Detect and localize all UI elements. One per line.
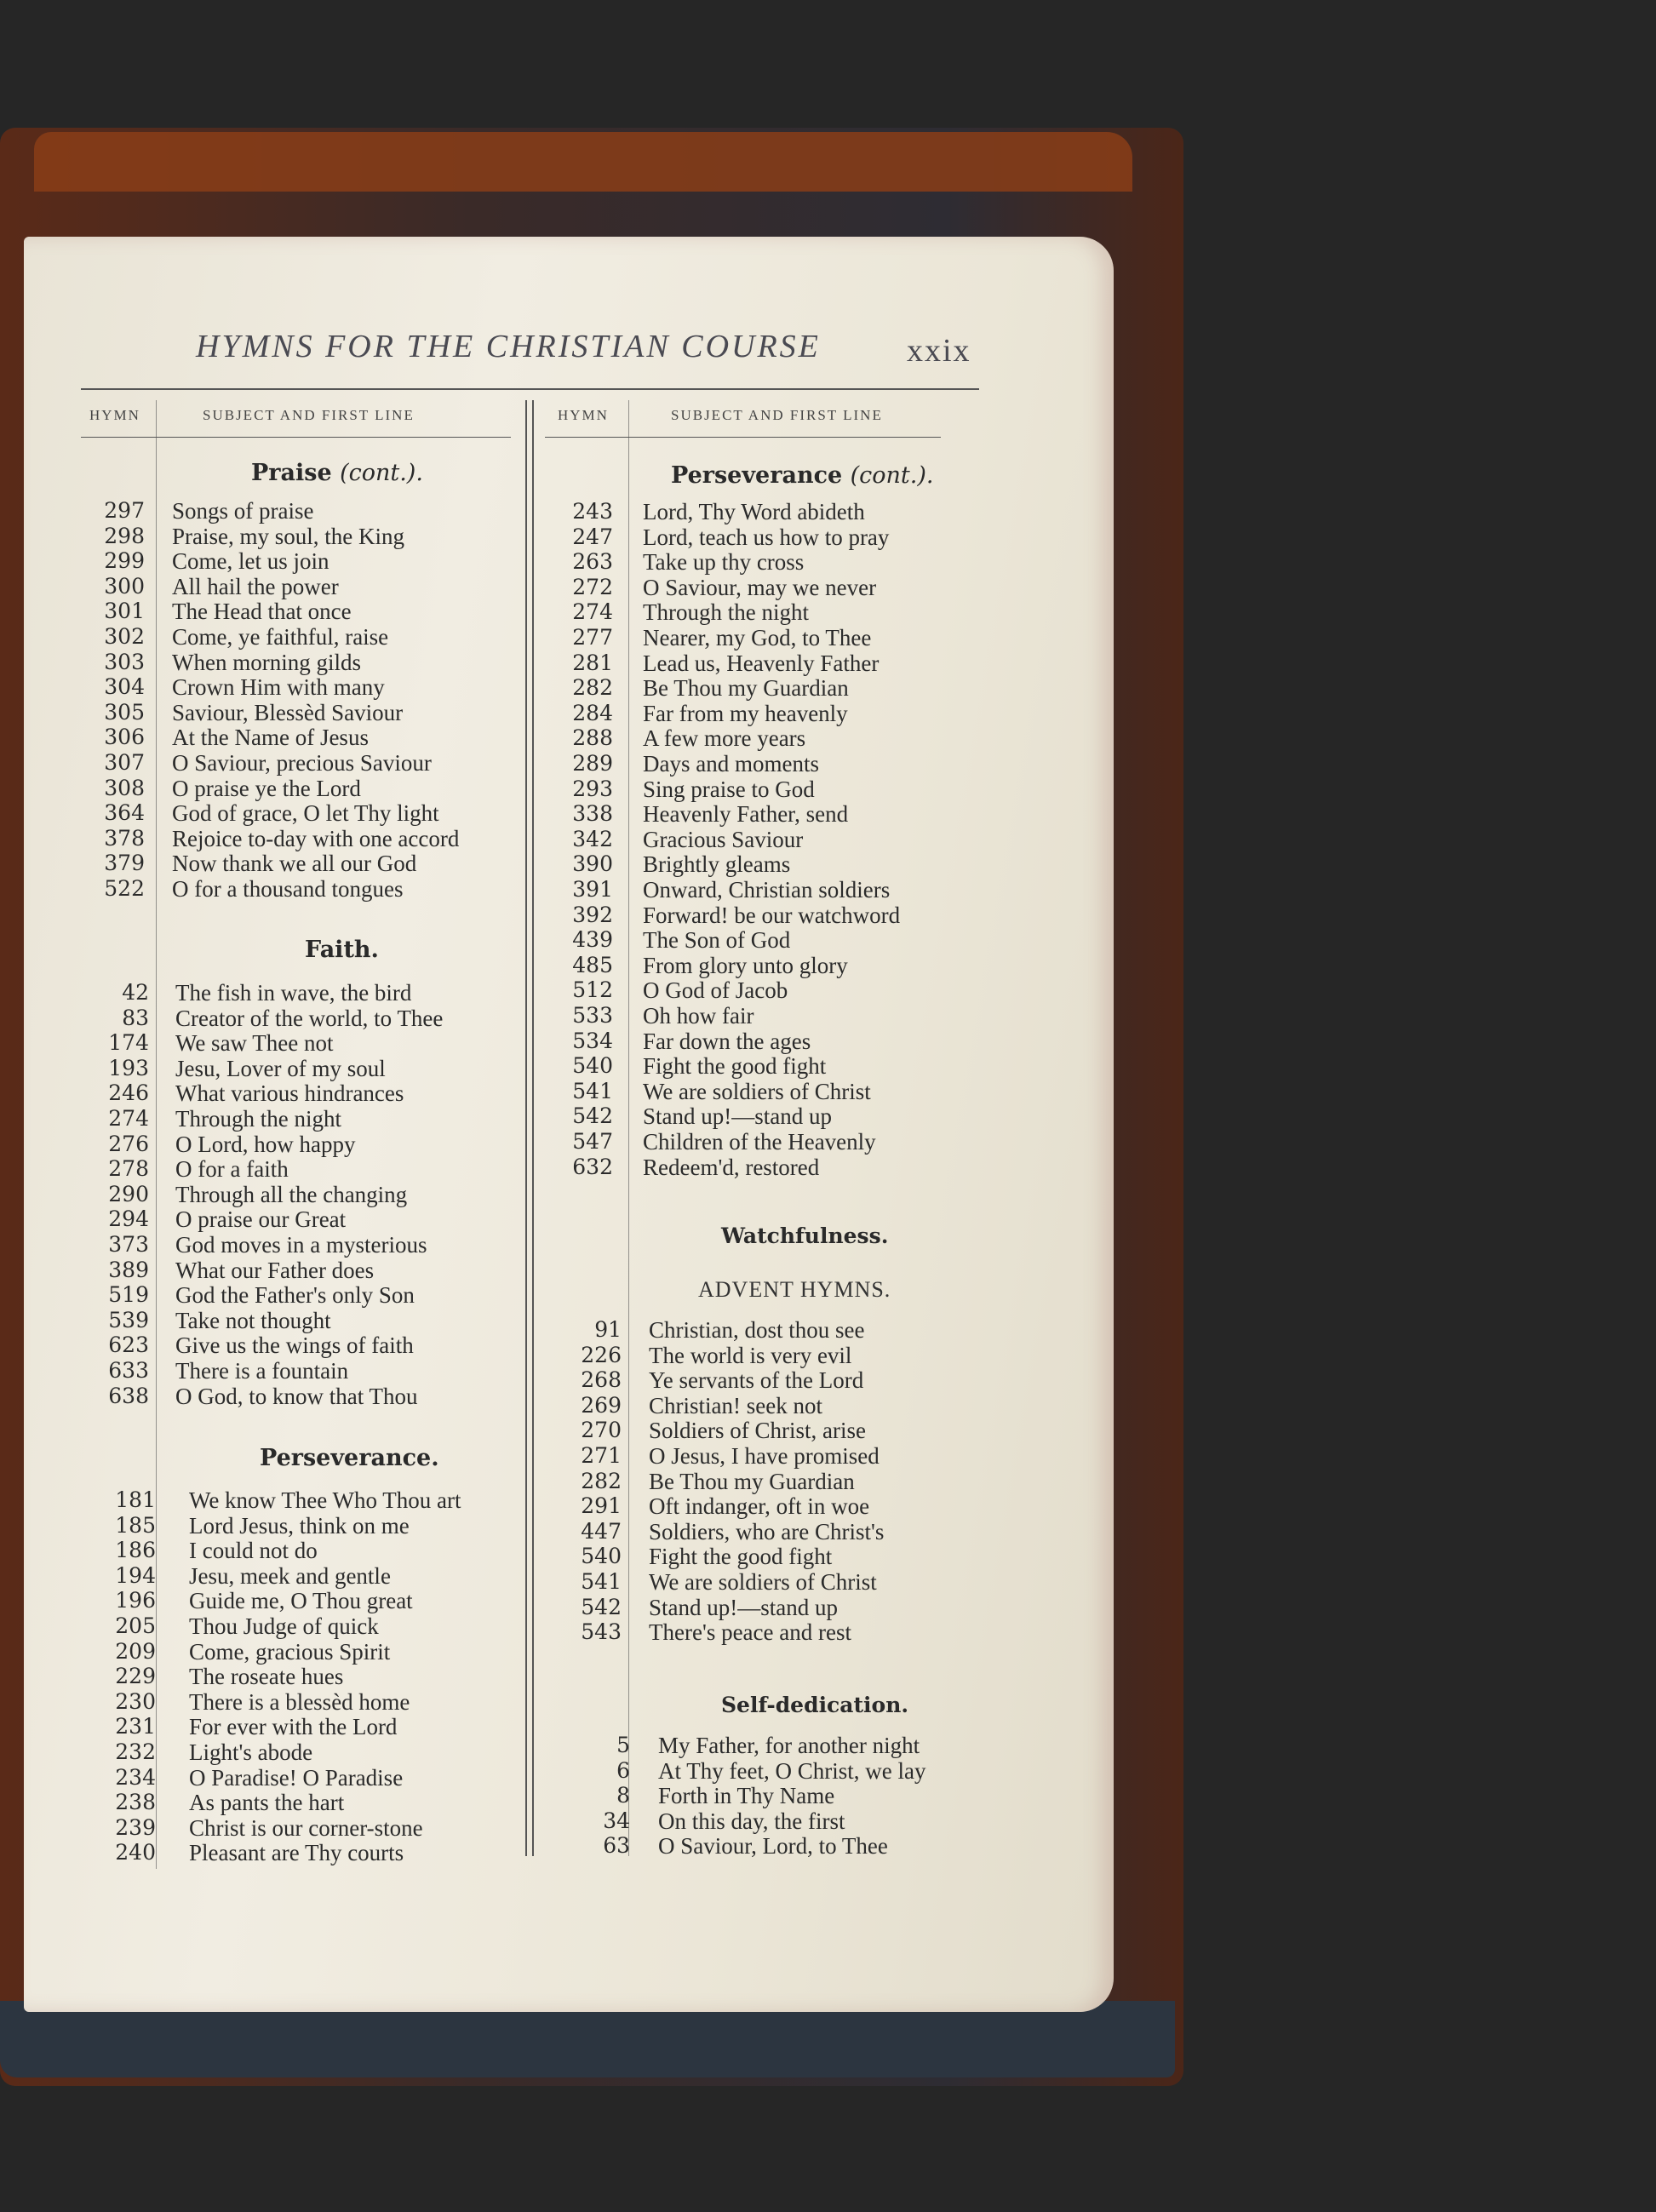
hymn-number: 542 bbox=[581, 1595, 622, 1619]
hymn-first-line: There's peace and rest bbox=[649, 1619, 851, 1645]
hymn-number: 541 bbox=[581, 1569, 622, 1594]
hymn-number: 243 bbox=[572, 499, 613, 524]
hymn-number: 299 bbox=[104, 548, 145, 573]
hymn-number: 274 bbox=[108, 1106, 149, 1131]
hymn-first-line: Lead us, Heavenly Father bbox=[643, 650, 880, 676]
hymn-number: 209 bbox=[115, 1639, 156, 1664]
hymn-first-line: Jesu, Lover of my soul bbox=[175, 1056, 386, 1081]
hymn-first-line: Fight the good fight bbox=[649, 1544, 833, 1569]
hymn-number: 534 bbox=[572, 1029, 613, 1053]
hymn-number: 196 bbox=[115, 1588, 156, 1613]
header-rule bbox=[81, 388, 979, 390]
hymn-first-line: Christ is our corner-stone bbox=[189, 1815, 423, 1841]
hymn-number: 533 bbox=[572, 1003, 613, 1028]
hymn-number: 185 bbox=[115, 1513, 156, 1538]
hymn-first-line: Now thank we all our God bbox=[172, 851, 417, 876]
section-perseverance-cont-title: Perseverance (cont.). bbox=[671, 462, 934, 489]
hymn-first-line: Come, let us join bbox=[172, 548, 329, 574]
hymn-first-line: O praise ye the Lord bbox=[172, 776, 361, 801]
hymn-first-line: Guide me, O Thou great bbox=[189, 1588, 413, 1613]
hymn-number: 391 bbox=[572, 877, 613, 902]
hymn-number: 439 bbox=[572, 927, 613, 952]
hymn-first-line: My Father, for another night bbox=[658, 1733, 920, 1758]
hymn-first-line: There is a blessèd home bbox=[189, 1689, 410, 1715]
hymn-first-line: For ever with the Lord bbox=[189, 1714, 398, 1739]
hymn-number: 272 bbox=[572, 575, 613, 599]
hymn-first-line: On this day, the first bbox=[658, 1808, 845, 1834]
hymn-first-line: O Saviour, Lord, to Thee bbox=[658, 1833, 888, 1859]
hymn-first-line: Pleasant are Thy courts bbox=[189, 1840, 404, 1865]
hymn-number: 305 bbox=[104, 700, 145, 725]
hymn-number: 263 bbox=[572, 549, 613, 574]
hymn-number: 63 bbox=[603, 1833, 630, 1858]
hymn-first-line: We saw Thee not bbox=[175, 1030, 334, 1056]
hymn-first-line: Crown Him with many bbox=[172, 674, 385, 700]
hymn-first-line: The roseate hues bbox=[189, 1664, 344, 1689]
hymn-first-line: From glory unto glory bbox=[643, 953, 848, 978]
hymn-first-line: Forward! be our watchword bbox=[643, 903, 901, 928]
hymn-first-line: Lord Jesus, think on me bbox=[189, 1513, 410, 1539]
section-praise-title: Praise (cont.). bbox=[251, 460, 423, 486]
hymn-number: 91 bbox=[594, 1317, 622, 1342]
hymn-number: 277 bbox=[572, 625, 613, 650]
hymn-number: 342 bbox=[572, 827, 613, 851]
cover-bottom-edge bbox=[0, 2001, 1175, 2077]
hymn-number: 540 bbox=[572, 1053, 613, 1078]
section-advent-subtitle: ADVENT HYMNS. bbox=[698, 1277, 891, 1302]
hymn-number: 270 bbox=[581, 1418, 622, 1442]
hymn-first-line: Fight the good fight bbox=[643, 1053, 827, 1079]
hymn-number: 293 bbox=[572, 776, 613, 801]
hymn-first-line: Give us the wings of faith bbox=[175, 1332, 414, 1358]
hymn-number: 447 bbox=[581, 1519, 622, 1544]
right-number-rule bbox=[628, 400, 629, 1856]
hymn-number: 174 bbox=[108, 1030, 149, 1055]
hymn-number: 379 bbox=[104, 851, 145, 875]
hymn-number: 297 bbox=[104, 498, 145, 523]
hymn-first-line: When morning gilds bbox=[172, 650, 361, 675]
page-number: xxix bbox=[907, 333, 971, 369]
hymn-first-line: Be Thou my Guardian bbox=[643, 675, 849, 701]
hymn-first-line: I could not do bbox=[189, 1538, 318, 1563]
hymn-first-line: What our Father does bbox=[175, 1258, 375, 1283]
hymn-first-line: Songs of praise bbox=[172, 498, 314, 524]
hymn-number: 633 bbox=[108, 1358, 149, 1383]
hymn-first-line: Soldiers of Christ, arise bbox=[649, 1418, 866, 1443]
hymn-number: 389 bbox=[108, 1258, 149, 1282]
hymn-first-line: Praise, my soul, the King bbox=[172, 524, 404, 549]
hymn-first-line: What various hindrances bbox=[175, 1080, 404, 1106]
left-subject-header: SUBJECT AND FIRST LINE bbox=[203, 407, 415, 423]
hymn-number: 522 bbox=[104, 876, 145, 901]
running-head: HYMNS FOR THE CHRISTIAN COURSE bbox=[196, 329, 821, 364]
hymn-number: 289 bbox=[572, 751, 613, 776]
hymn-first-line: The Son of God bbox=[643, 927, 791, 953]
hymn-number: 229 bbox=[115, 1664, 156, 1688]
hymn-first-line: Through the night bbox=[643, 599, 809, 625]
hymn-first-line: A few more years bbox=[643, 725, 806, 751]
hymn-first-line: Soldiers, who are Christ's bbox=[649, 1519, 885, 1544]
hymn-number: 276 bbox=[108, 1132, 149, 1156]
section-self-dedication-title: Self-dedication. bbox=[721, 1693, 909, 1717]
hymn-number: 306 bbox=[104, 725, 145, 749]
hymn-first-line: Christian! seek not bbox=[649, 1393, 822, 1418]
hymn-number: 239 bbox=[115, 1815, 156, 1840]
hymn-number: 300 bbox=[104, 574, 145, 599]
hymn-number: 392 bbox=[572, 903, 613, 927]
hymn-first-line: Days and moments bbox=[643, 751, 819, 776]
hymn-first-line: Forth in Thy Name bbox=[658, 1783, 835, 1808]
hymn-number: 281 bbox=[572, 650, 613, 675]
hymn-first-line: O Saviour, may we never bbox=[643, 575, 877, 600]
hymn-first-line: Lord, Thy Word abideth bbox=[643, 499, 865, 524]
hymn-first-line: Take not thought bbox=[175, 1308, 331, 1333]
hymn-number: 240 bbox=[115, 1840, 156, 1865]
hymn-first-line: Oft indanger, oft in woe bbox=[649, 1493, 870, 1519]
hymn-first-line: O praise our Great bbox=[175, 1206, 347, 1232]
hymn-first-line: Onward, Christian soldiers bbox=[643, 877, 891, 903]
hymn-number: 8 bbox=[616, 1783, 630, 1808]
center-double-rule-1 bbox=[525, 400, 527, 1856]
hymn-number: 307 bbox=[104, 750, 145, 775]
hymn-first-line: Far from my heavenly bbox=[643, 701, 848, 726]
hymn-first-line: Through the night bbox=[175, 1106, 341, 1132]
left-number-rule bbox=[156, 400, 157, 1869]
hymn-number: 373 bbox=[108, 1232, 149, 1257]
hymn-first-line: The Head that once bbox=[172, 599, 352, 624]
hymn-first-line: God the Father's only Son bbox=[175, 1282, 415, 1308]
hymn-number: 274 bbox=[572, 599, 613, 624]
hymn-number: 284 bbox=[572, 701, 613, 725]
hymn-first-line: Children of the Heavenly bbox=[643, 1129, 876, 1155]
hymn-number: 83 bbox=[122, 1006, 149, 1030]
hymn-number: 512 bbox=[572, 977, 613, 1002]
hymn-number: 378 bbox=[104, 826, 145, 851]
hymn-first-line: As pants the hart bbox=[189, 1790, 345, 1815]
hymn-first-line: Heavenly Father, send bbox=[643, 801, 849, 827]
hymn-number: 269 bbox=[581, 1393, 622, 1418]
hymn-first-line: O Saviour, precious Saviour bbox=[172, 750, 432, 776]
hymn-first-line: We are soldiers of Christ bbox=[649, 1569, 877, 1595]
hymn-first-line: Jesu, meek and gentle bbox=[189, 1563, 391, 1589]
hymn-first-line: Come, gracious Spirit bbox=[189, 1639, 391, 1665]
hymn-first-line: Take up thy cross bbox=[643, 549, 805, 575]
section-faith-title: Faith. bbox=[305, 937, 379, 963]
hymn-first-line: O for a faith bbox=[175, 1156, 289, 1182]
hymn-number: 304 bbox=[104, 674, 145, 699]
hymn-number: 623 bbox=[108, 1332, 149, 1357]
hymn-first-line: Brightly gleams bbox=[643, 851, 791, 877]
hymn-first-line: We are soldiers of Christ bbox=[643, 1079, 871, 1104]
hymn-number: 541 bbox=[572, 1079, 613, 1103]
hymn-first-line: O Paradise! O Paradise bbox=[189, 1765, 404, 1791]
hymn-first-line: Light's abode bbox=[189, 1739, 313, 1765]
hymn-first-line: Lord, teach us how to pray bbox=[643, 524, 890, 550]
hymn-number: 301 bbox=[104, 599, 145, 623]
hymn-first-line: Stand up!—stand up bbox=[649, 1595, 838, 1620]
hymn-first-line: At the Name of Jesus bbox=[172, 725, 369, 750]
hymn-first-line: God moves in a mysterious bbox=[175, 1232, 427, 1258]
center-double-rule-2 bbox=[532, 400, 534, 1856]
hymn-number: 540 bbox=[581, 1544, 622, 1568]
hymn-number: 234 bbox=[115, 1765, 156, 1790]
hymn-number: 42 bbox=[122, 980, 149, 1005]
hymn-number: 485 bbox=[572, 953, 613, 977]
hymn-first-line: Oh how fair bbox=[643, 1003, 754, 1029]
hymn-number: 302 bbox=[104, 624, 145, 649]
hymn-first-line: God of grace, O let Thy light bbox=[172, 800, 439, 826]
hymn-first-line: There is a fountain bbox=[175, 1358, 349, 1384]
hymn-number: 294 bbox=[108, 1206, 149, 1231]
right-hymn-header: HYMN bbox=[558, 407, 609, 423]
hymn-first-line: Gracious Saviour bbox=[643, 827, 804, 852]
hymn-number: 547 bbox=[572, 1129, 613, 1154]
hymn-first-line: Nearer, my God, to Thee bbox=[643, 625, 872, 650]
hymn-number: 519 bbox=[108, 1282, 149, 1307]
hymn-number: 238 bbox=[115, 1790, 156, 1814]
hymn-number: 231 bbox=[115, 1714, 156, 1739]
hymn-first-line: The world is very evil bbox=[649, 1343, 852, 1368]
hymn-number: 194 bbox=[115, 1563, 156, 1588]
hymn-first-line: O Lord, how happy bbox=[175, 1132, 356, 1157]
hymn-number: 232 bbox=[115, 1739, 156, 1764]
hymn-first-line: All hail the power bbox=[172, 574, 339, 599]
hymn-number: 298 bbox=[104, 524, 145, 548]
hymn-number: 638 bbox=[108, 1384, 149, 1408]
hymn-first-line: O God, to know that Thou bbox=[175, 1384, 418, 1409]
hymn-first-line: We know Thee Who Thou art bbox=[189, 1487, 461, 1513]
hymn-number: 186 bbox=[115, 1538, 156, 1562]
section-perseverance-title: Perseverance. bbox=[260, 1445, 439, 1471]
right-subject-header: SUBJECT AND FIRST LINE bbox=[671, 407, 883, 423]
hymn-number: 271 bbox=[581, 1443, 622, 1468]
hymn-first-line: O for a thousand tongues bbox=[172, 876, 404, 902]
column-header-rule-left bbox=[81, 437, 511, 438]
hymn-number: 338 bbox=[572, 801, 613, 826]
hymn-number: 268 bbox=[581, 1367, 622, 1392]
hymn-number: 303 bbox=[104, 650, 145, 674]
hymn-first-line: Stand up!—stand up bbox=[643, 1103, 832, 1129]
hymn-number: 291 bbox=[581, 1493, 622, 1518]
left-hymn-header: HYMN bbox=[89, 407, 140, 423]
hymn-number: 282 bbox=[581, 1469, 622, 1493]
hymn-number: 308 bbox=[104, 776, 145, 800]
hymn-number: 230 bbox=[115, 1689, 156, 1714]
hymn-first-line: Rejoice to-day with one accord bbox=[172, 826, 460, 851]
hymn-number: 5 bbox=[616, 1733, 630, 1757]
hymn-first-line: Creator of the world, to Thee bbox=[175, 1006, 444, 1031]
hymn-first-line: Come, ye faithful, raise bbox=[172, 624, 389, 650]
hymn-number: 390 bbox=[572, 851, 613, 876]
hymn-number: 364 bbox=[104, 800, 145, 825]
hymn-number: 290 bbox=[108, 1182, 149, 1206]
hymn-first-line: Thou Judge of quick bbox=[189, 1613, 379, 1639]
hymn-number: 539 bbox=[108, 1308, 149, 1332]
hymn-number: 543 bbox=[581, 1619, 622, 1644]
hymn-number: 205 bbox=[115, 1613, 156, 1638]
hymn-first-line: Ye servants of the Lord bbox=[649, 1367, 864, 1393]
hymn-first-line: O God of Jacob bbox=[643, 977, 788, 1003]
section-watchfulness-title: Watchfulness. bbox=[721, 1223, 889, 1248]
hymn-first-line: O Jesus, I have promised bbox=[649, 1443, 880, 1469]
hymn-number: 247 bbox=[572, 524, 613, 549]
hymn-number: 288 bbox=[572, 725, 613, 750]
hymn-first-line: Sing praise to God bbox=[643, 776, 815, 802]
hymn-number: 181 bbox=[115, 1487, 156, 1512]
hymn-first-line: Be Thou my Guardian bbox=[649, 1469, 855, 1494]
hymn-number: 34 bbox=[603, 1808, 630, 1833]
hymn-first-line: At Thy feet, O Christ, we lay bbox=[658, 1758, 926, 1784]
hymn-number: 542 bbox=[572, 1103, 613, 1128]
hymn-number: 278 bbox=[108, 1156, 149, 1181]
hymn-first-line: Saviour, Blessèd Saviour bbox=[172, 700, 404, 725]
hymn-number: 193 bbox=[108, 1056, 149, 1080]
cover-top-edge bbox=[34, 132, 1132, 192]
hymn-number: 632 bbox=[572, 1155, 613, 1179]
hymn-number: 246 bbox=[108, 1080, 149, 1105]
hymn-first-line: Christian, dost thou see bbox=[649, 1317, 865, 1343]
hymn-number: 6 bbox=[616, 1758, 630, 1783]
hymn-first-line: Redeem'd, restored bbox=[643, 1155, 820, 1180]
hymn-first-line: Far down the ages bbox=[643, 1029, 811, 1054]
hymn-first-line: Through all the changing bbox=[175, 1182, 408, 1207]
hymn-first-line: The fish in wave, the bird bbox=[175, 980, 412, 1006]
hymn-number: 282 bbox=[572, 675, 613, 700]
column-header-rule-right bbox=[545, 437, 941, 438]
hymn-number: 226 bbox=[581, 1343, 622, 1367]
